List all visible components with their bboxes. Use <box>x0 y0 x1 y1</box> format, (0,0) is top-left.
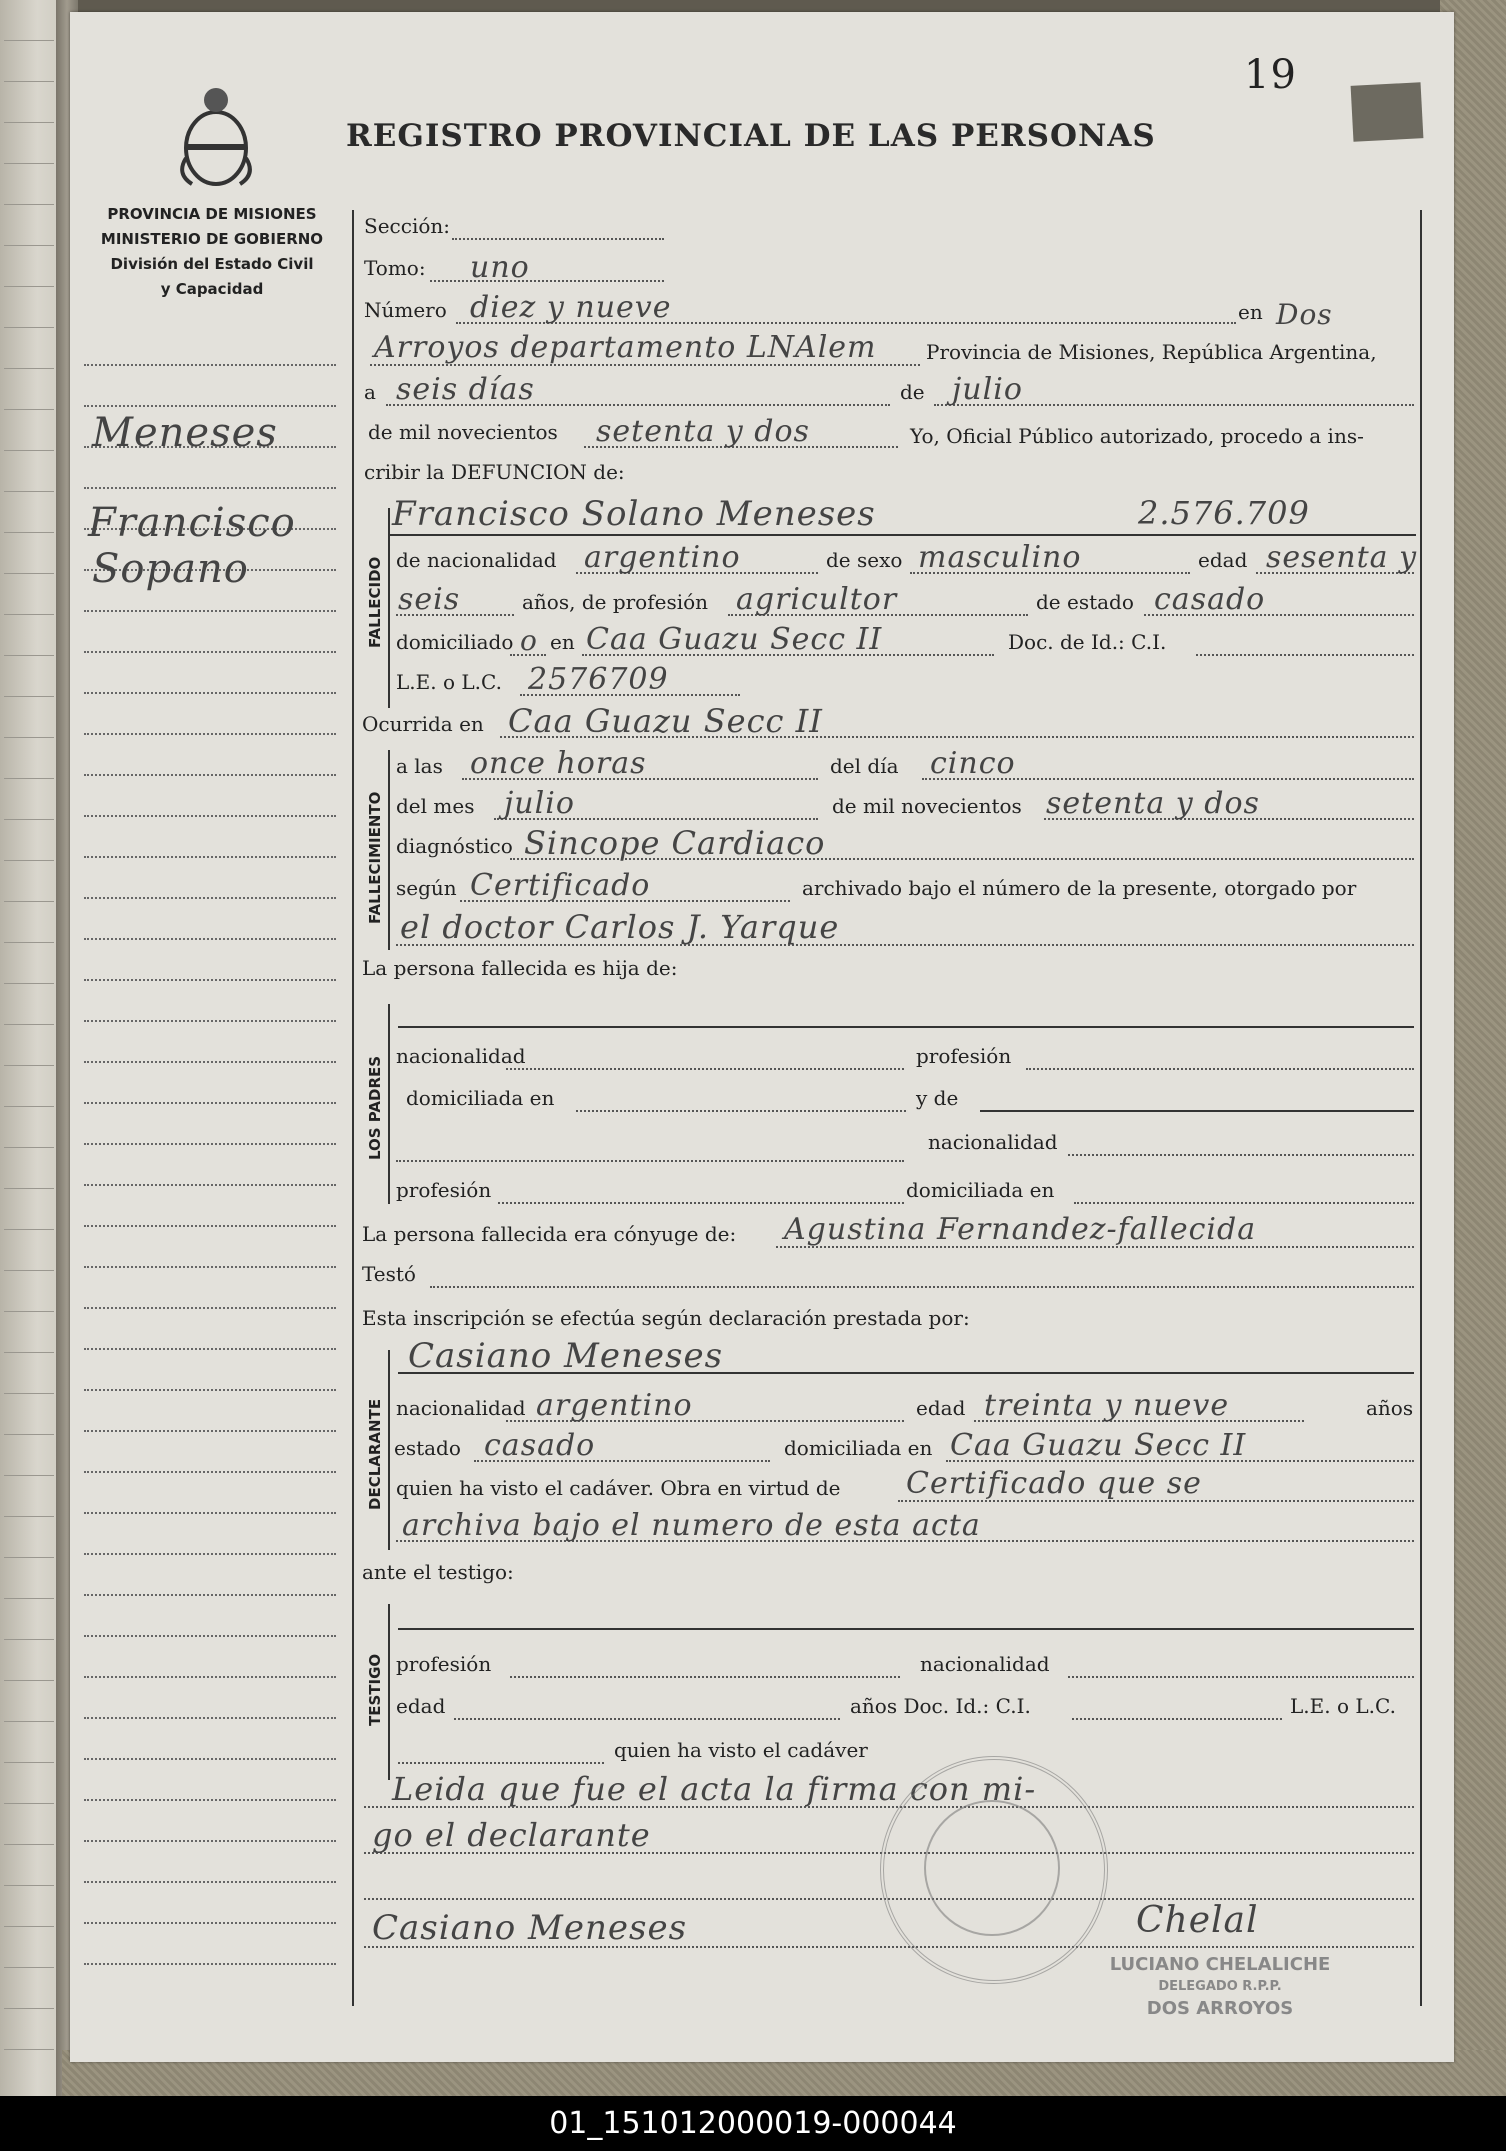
form-left-border <box>352 210 354 2006</box>
margin-rule <box>84 897 336 899</box>
office-line-1: PROVINCIA DE MISIONES <box>107 205 317 223</box>
label-le-lc: L.E. o L.C. <box>396 670 502 694</box>
left-page-rule <box>4 1352 54 1353</box>
office-line-2: MINISTERIO DE GOBIERNO <box>100 230 324 248</box>
left-page-rule <box>4 778 54 779</box>
left-page-rule <box>4 1147 54 1148</box>
left-page-rule <box>4 532 54 533</box>
left-page-rule <box>4 901 54 902</box>
left-page-rule <box>4 1967 54 1968</box>
margin-rule <box>84 1061 336 1063</box>
margin-rule <box>84 979 336 981</box>
margin-rule <box>84 1143 336 1145</box>
left-page-rule <box>4 573 54 574</box>
value-conyuge: Agustina Fernandez-fallecida <box>784 1212 1257 1247</box>
left-page-rule <box>4 1188 54 1189</box>
margin-rule <box>84 1020 336 1022</box>
label-nacionalidad-madre: nacionalidad <box>928 1130 1058 1154</box>
margin-rule <box>84 1430 336 1432</box>
value-tomo: uno <box>470 250 530 285</box>
label-edad: edad <box>1198 548 1248 572</box>
left-page-rule <box>4 860 54 861</box>
margin-rule <box>84 1348 336 1350</box>
left-page-rule <box>4 368 54 369</box>
label-nacionalidad-padre: nacionalidad <box>396 1044 526 1068</box>
margin-rule <box>84 1471 336 1473</box>
margin-rule <box>84 487 336 489</box>
label-testigo-anos-doc: años Doc. Id.: C.I. <box>850 1694 1031 1718</box>
label-tomo: Tomo: <box>364 256 426 280</box>
margin-surname: Meneses <box>92 410 278 456</box>
value-declarante: Casiano Meneses <box>408 1336 724 1376</box>
margin-rule <box>84 815 336 817</box>
label-profesion-padre: profesión <box>916 1044 1012 1068</box>
left-page-rule <box>4 286 54 287</box>
label-inscripcion: Esta inscripción se efectúa según declaración prestada por: <box>362 1306 970 1330</box>
left-page-rule <box>4 1229 54 1230</box>
left-page-rule <box>4 1557 54 1558</box>
left-page-rule <box>4 942 54 943</box>
value-edad-2: seis <box>398 582 461 617</box>
left-page-rule <box>4 1598 54 1599</box>
margin-rule <box>84 1307 336 1309</box>
margin-rule <box>84 1799 336 1801</box>
left-page-rule <box>4 1639 54 1640</box>
value-decl-estado: casado <box>484 1428 596 1463</box>
margin-rule <box>84 1225 336 1227</box>
value-decl-domicilio: Caa Guazu Secc II <box>950 1428 1247 1463</box>
left-page-rule <box>4 1803 54 1804</box>
left-page-rule <box>4 122 54 123</box>
left-page-rule <box>4 1270 54 1271</box>
label-diagnostico: diagnóstico <box>396 834 513 858</box>
value-decl-nacionalidad: argentino <box>536 1388 693 1423</box>
value-estado: casado <box>1154 582 1266 617</box>
stamp-line-1: LUCIANO CHELALICHE <box>1109 1954 1331 1975</box>
margin-rule <box>84 1184 336 1186</box>
left-page-rule <box>4 1516 54 1517</box>
margin-rule <box>84 1881 336 1883</box>
section-fallecimiento: FALLECIMIENTO <box>366 791 384 924</box>
image-id-footer: 01_151012000019-000044 <box>0 2096 1506 2151</box>
left-page-rule <box>4 204 54 205</box>
margin-rule <box>84 1963 336 1965</box>
padres-bracket <box>388 1004 390 1204</box>
value-firma-declarante: Casiano Meneses <box>372 1908 688 1948</box>
left-page-rule <box>4 983 54 984</box>
value-domicilio: o <box>520 624 538 657</box>
left-page-rule <box>4 1106 54 1107</box>
label-en-dom: en <box>550 630 575 654</box>
label-estado: de estado <box>1036 590 1134 614</box>
label-anos: años <box>1366 1396 1414 1420</box>
margin-rule <box>84 1840 336 1842</box>
label-a: a <box>364 380 376 404</box>
label-del-mes: del mes <box>396 794 475 818</box>
section-fallecido: FALLECIDO <box>366 556 384 648</box>
value-anio-fall: setenta y dos <box>1046 786 1260 821</box>
margin-rule <box>84 651 336 653</box>
office-line-3: División del Estado Civil <box>110 255 314 273</box>
stamp-line-3: DOS ARROYOS <box>1146 1998 1294 2019</box>
margin-rule <box>84 1594 336 1596</box>
margin-rule <box>84 1676 336 1678</box>
left-page-rule <box>4 1762 54 1763</box>
coat-of-arms-icon <box>168 78 264 194</box>
page-title: REGISTRO PROVINCIAL DE LAS PERSONAS <box>346 118 1156 154</box>
label-testo: Testó <box>362 1262 416 1286</box>
value-obra-2: archiva bajo el numero de esta acta <box>402 1508 981 1543</box>
testigo-line-1 <box>398 1628 1414 1630</box>
left-page-rule <box>4 1434 54 1435</box>
declarante-bracket <box>388 1350 390 1550</box>
label-cribir: cribir la DEFUNCION de: <box>364 460 625 484</box>
margin-rule <box>84 405 336 407</box>
official-seal <box>880 1756 1108 1984</box>
deceased-name-line <box>390 534 1416 536</box>
label-doc-id: Doc. de Id.: C.I. <box>1008 630 1167 654</box>
label-decl-estado: estado <box>394 1436 461 1460</box>
left-page-rule <box>4 655 54 656</box>
value-diagnostico: Sincope Cardiaco <box>524 824 826 862</box>
left-page-rule <box>4 1311 54 1312</box>
margin-rule <box>84 1389 336 1391</box>
label-sexo: de sexo <box>826 548 903 572</box>
left-page-rule <box>4 81 54 82</box>
value-dia-fall: cinco <box>930 746 1016 781</box>
margin-rule <box>84 1758 336 1760</box>
left-page-rule <box>4 696 54 697</box>
label-hija-de: La persona fallecida es hija de: <box>362 956 678 980</box>
value-le: 2576709 <box>528 662 669 697</box>
left-page-rule <box>4 737 54 738</box>
value-cierre-2: go el declarante <box>372 1816 651 1854</box>
left-page-rule <box>4 450 54 451</box>
value-ocurrida: Caa Guazu Secc II <box>508 702 823 740</box>
left-page-rule <box>4 1024 54 1025</box>
corner-stamp <box>1351 82 1424 142</box>
delegate-stamp <box>1080 1954 1360 2020</box>
value-firma-oficial: Chelal <box>1136 1900 1259 1941</box>
label-yo: Yo, Oficial Público autorizado, procedo a ins- <box>910 424 1364 448</box>
label-seccion: Sección: <box>364 214 450 238</box>
label-domiciliada-en: domiciliada en <box>406 1086 555 1110</box>
padres-line-1 <box>398 1026 1414 1028</box>
value-edad: sesenta y <box>1266 540 1418 575</box>
label-decl-nacionalidad: nacionalidad <box>396 1396 526 1420</box>
margin-rule <box>84 856 336 858</box>
left-page-rule <box>4 614 54 615</box>
value-mes-fall: julio <box>504 786 575 821</box>
label-decl-edad: edad <box>916 1396 966 1420</box>
margin-rule <box>84 938 336 940</box>
margin-rule <box>84 1102 336 1104</box>
margin-rule <box>84 692 336 694</box>
margin-rule <box>84 610 336 612</box>
value-medico: el doctor Carlos J. Yarque <box>400 908 840 946</box>
label-ante-testigo: ante el testigo: <box>362 1560 514 1584</box>
label-testigo-le-lc: L.E. o L.C. <box>1290 1694 1396 1718</box>
label-testigo-edad: edad <box>396 1694 446 1718</box>
left-page-rule <box>4 1475 54 1476</box>
padres-line-2 <box>980 1110 1414 1112</box>
label-testigo-nacionalidad: nacionalidad <box>920 1652 1050 1676</box>
label-numero: Número <box>364 298 447 322</box>
left-page-rule <box>4 1721 54 1722</box>
margin-given-name-2: Sopano <box>92 546 249 592</box>
left-page-rule <box>4 409 54 410</box>
label-archivado: archivado bajo el número de la presente, otorgado por <box>802 876 1357 900</box>
testigo-bracket <box>388 1604 390 1780</box>
value-mes: julio <box>952 372 1023 407</box>
value-nacionalidad: argentino <box>584 540 741 575</box>
value-numero: diez y nueve <box>470 290 672 325</box>
margin-rule <box>84 1512 336 1514</box>
label-testigo-profesion: profesión <box>396 1652 492 1676</box>
value-obra: Certificado que se <box>906 1466 1202 1501</box>
label-decl-domiciliada: domiciliada en <box>784 1436 933 1460</box>
left-page-rule <box>4 1393 54 1394</box>
margin-rule <box>84 1553 336 1555</box>
left-page-rule <box>4 1926 54 1927</box>
value-hora: once horas <box>470 746 647 781</box>
label-provincia: Provincia de Misiones, República Argentina, <box>926 340 1377 364</box>
left-page-rule <box>4 1844 54 1845</box>
label-domiciliado: domiciliado <box>396 630 514 654</box>
label-quien-visto: quien ha visto el cadáver. Obra en virtud de <box>396 1476 841 1500</box>
value-decl-edad: treinta y nueve <box>984 1388 1230 1423</box>
left-page-rule <box>4 1885 54 1886</box>
form-right-border <box>1420 210 1422 2006</box>
fallecido-bracket <box>388 508 390 708</box>
label-de: de <box>900 380 925 404</box>
issuing-office <box>86 202 338 302</box>
label-domiciliada-madre: domiciliada en <box>906 1178 1055 1202</box>
margin-rule <box>84 364 336 366</box>
left-page-rule <box>4 163 54 164</box>
label-segun: según <box>396 876 457 900</box>
value-en: Dos <box>1276 298 1333 331</box>
left-page-rule <box>4 1065 54 1066</box>
label-ocurrida: Ocurrida en <box>362 712 484 736</box>
value-lugar: Arroyos departamento LNAlem <box>374 330 877 365</box>
label-de-mil-nov: de mil novecientos <box>832 794 1022 818</box>
value-sexo: masculino <box>918 540 1082 575</box>
value-profesion: agricultor <box>736 582 898 617</box>
value-dia: seis días <box>396 372 535 407</box>
left-page-rule <box>4 40 54 41</box>
margin-given-name-1: Francisco <box>88 500 296 546</box>
section-padres: LOS PADRES <box>366 1055 384 1160</box>
left-page-rule <box>4 2049 54 2050</box>
label-conyuge: La persona fallecida era cónyuge de: <box>362 1222 737 1246</box>
margin-rule <box>84 733 336 735</box>
value-anio: setenta y dos <box>596 414 810 449</box>
left-page-rule <box>4 1680 54 1681</box>
label-del-dia: del día <box>830 754 899 778</box>
margin-rule <box>84 1717 336 1719</box>
value-nombre: Francisco Solano Meneses <box>392 494 876 534</box>
value-doc-numero: 2.576.709 <box>1138 494 1310 532</box>
margin-rule <box>84 1266 336 1268</box>
margin-rule <box>84 1922 336 1924</box>
section-declarante: DECLARANTE <box>366 1398 384 1510</box>
fallecimiento-bracket <box>388 750 390 950</box>
label-anos-profesion: años, de profesión <box>522 590 709 614</box>
margin-rule <box>84 774 336 776</box>
left-page-edge <box>0 0 62 2096</box>
label-nacionalidad: de nacionalidad <box>396 548 557 572</box>
label-testigo-quien-visto: quien ha visto el cadáver <box>614 1738 868 1762</box>
left-page-rule <box>4 327 54 328</box>
label-a-las: a las <box>396 754 443 778</box>
value-cierre-1: Leida que fue el acta la firma con mi- <box>392 1770 1037 1808</box>
margin-rule <box>84 1635 336 1637</box>
left-page-rule <box>4 819 54 820</box>
section-testigo: TESTIGO <box>366 1653 384 1726</box>
left-page-rule <box>4 491 54 492</box>
value-segun: Certificado <box>470 868 651 903</box>
value-domicilio-lugar: Caa Guazu Secc II <box>586 622 883 657</box>
label-mil-novecientos: de mil novecientos <box>368 420 558 444</box>
left-page-rule <box>4 245 54 246</box>
stamp-line-2: DELEGADO R.P.P. <box>1158 1979 1282 1994</box>
page-number: 19 <box>1244 52 1297 98</box>
label-profesion-madre: profesión <box>396 1178 492 1202</box>
left-page-rule <box>4 2008 54 2009</box>
label-en: en <box>1238 300 1263 324</box>
label-y-de: y de <box>916 1086 959 1110</box>
office-line-4: y Capacidad <box>160 280 264 298</box>
